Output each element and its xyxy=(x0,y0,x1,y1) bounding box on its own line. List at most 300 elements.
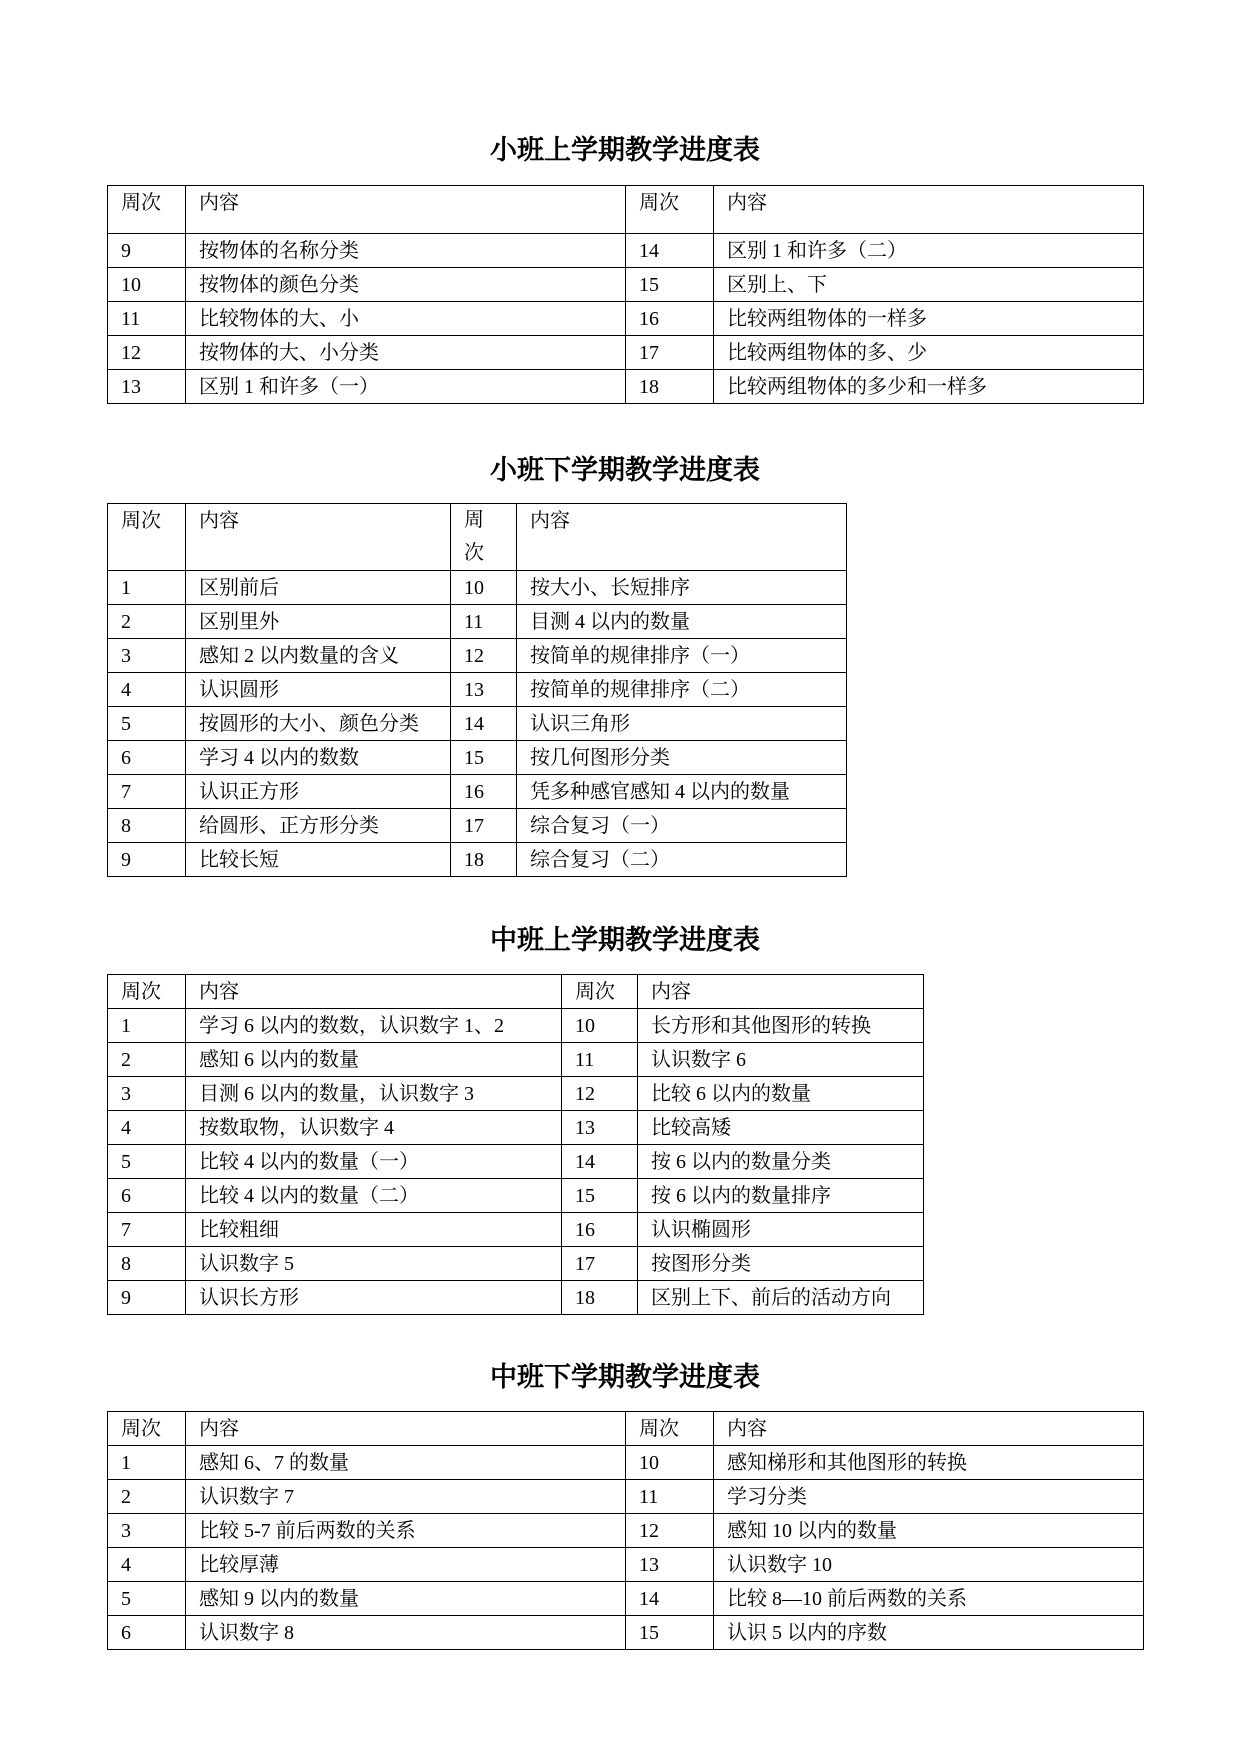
content-cell xyxy=(186,336,626,370)
cell-text: 综合复习（二） xyxy=(530,849,670,871)
cell-text: 按 6 以内的数量分类 xyxy=(651,1151,831,1173)
content-cell xyxy=(638,1043,924,1077)
cell-text: 15 xyxy=(464,747,484,769)
cell-text: 17 xyxy=(639,342,659,364)
header-label: 周次 xyxy=(121,1418,161,1440)
content-cell xyxy=(186,843,451,877)
cell-text: 17 xyxy=(575,1253,595,1275)
content-cell xyxy=(186,1043,562,1077)
cell-text: 2 xyxy=(121,1049,131,1071)
table-row xyxy=(108,1247,924,1281)
content-cell xyxy=(186,1247,562,1281)
content-cell xyxy=(517,809,847,843)
cell-text: 5 xyxy=(121,713,131,735)
cell-text: 凭多种感官感知 4 以内的数量 xyxy=(530,781,790,803)
cell-text: 目测 6 以内的数量，认识数字 3 xyxy=(199,1083,474,1105)
cell-text: 认识椭圆形 xyxy=(651,1219,751,1241)
content-cell xyxy=(186,1111,562,1145)
cell-text: 9 xyxy=(121,1287,131,1309)
cell-text: 比较两组物体的一样多 xyxy=(727,308,927,330)
cell-text: 2 xyxy=(121,1486,131,1508)
cell-text: 学习 4 以内的数数 xyxy=(199,747,359,769)
cell-text: 比较 5-7 前后两数的关系 xyxy=(199,1520,416,1542)
week-cell xyxy=(451,571,517,605)
week-cell xyxy=(108,707,186,741)
content-cell xyxy=(186,1179,562,1213)
cell-text: 10 xyxy=(121,274,141,296)
header-label: 周次 xyxy=(575,981,615,1003)
table-row xyxy=(108,370,1144,404)
cell-text: 按几何图形分类 xyxy=(530,747,670,769)
cell-text: 认识正方形 xyxy=(199,781,299,803)
content-cell xyxy=(186,1077,562,1111)
week-cell xyxy=(108,843,186,877)
cell-text: 按简单的规律排序（一） xyxy=(530,645,750,667)
header-label: 周次 xyxy=(121,192,161,214)
week-cell xyxy=(451,639,517,673)
content-cell xyxy=(638,1077,924,1111)
cell-text: 区别前后 xyxy=(199,577,279,599)
cell-text: 11 xyxy=(464,611,484,633)
cell-text: 4 xyxy=(121,1117,131,1139)
cell-text: 3 xyxy=(121,1520,131,1542)
table-row xyxy=(108,1616,1144,1650)
week-cell xyxy=(108,1446,186,1480)
header-label: 内容 xyxy=(199,510,239,532)
content-header xyxy=(186,186,626,234)
week-cell xyxy=(626,302,714,336)
content-cell xyxy=(186,673,451,707)
content-cell xyxy=(638,1247,924,1281)
table-row xyxy=(108,605,847,639)
table-row xyxy=(108,673,847,707)
content-cell xyxy=(638,1179,924,1213)
content-cell xyxy=(186,571,451,605)
content-cell xyxy=(714,336,1144,370)
content-cell xyxy=(714,370,1144,404)
week-cell xyxy=(626,234,714,268)
header-label: 周次 xyxy=(121,510,161,532)
week-cell xyxy=(626,1616,714,1650)
cell-text: 学习分类 xyxy=(727,1486,807,1508)
table-row xyxy=(108,1009,924,1043)
content-cell xyxy=(186,1446,626,1480)
table-row xyxy=(108,1446,1144,1480)
table-row xyxy=(108,1480,1144,1514)
cell-text: 认识数字 5 xyxy=(199,1253,294,1275)
week-cell xyxy=(562,1179,638,1213)
content-cell xyxy=(186,707,451,741)
content-cell xyxy=(714,1616,1144,1650)
table-title: 中班下学期教学进度表 xyxy=(490,1362,760,1392)
table-row xyxy=(108,1514,1144,1548)
week-cell xyxy=(108,1077,186,1111)
cell-text: 17 xyxy=(464,815,484,837)
week-cell xyxy=(626,1446,714,1480)
cell-text: 16 xyxy=(639,308,659,330)
table-row xyxy=(108,268,1144,302)
table-row xyxy=(108,1548,1144,1582)
header-label: 内容 xyxy=(727,192,767,214)
cell-text: 感知 6、7 的数量 xyxy=(199,1452,349,1474)
cell-text: 14 xyxy=(639,240,659,262)
table-row xyxy=(108,1179,924,1213)
table-row xyxy=(108,1043,924,1077)
cell-text: 认识数字 8 xyxy=(199,1622,294,1644)
week-cell xyxy=(108,1548,186,1582)
week-cell xyxy=(108,1179,186,1213)
cell-text: 16 xyxy=(464,781,484,803)
content-cell xyxy=(638,1213,924,1247)
cell-text: 比较 4 以内的数量（二） xyxy=(199,1185,419,1207)
cell-text: 12 xyxy=(639,1520,659,1542)
table-row xyxy=(108,234,1144,268)
cell-text: 5 xyxy=(121,1588,131,1610)
content-cell xyxy=(714,1446,1144,1480)
cell-text: 比较长短 xyxy=(199,849,279,871)
cell-text: 11 xyxy=(639,1486,659,1508)
header-label: 周次 xyxy=(121,981,161,1003)
week-cell xyxy=(108,639,186,673)
cell-text: 区别 1 和许多（一） xyxy=(199,376,379,398)
header-label: 内容 xyxy=(199,981,239,1003)
header-row xyxy=(108,504,847,571)
schedule-table xyxy=(107,503,847,877)
cell-text: 比较厚薄 xyxy=(199,1554,279,1576)
table-row xyxy=(108,707,847,741)
cell-text: 按 6 以内的数量排序 xyxy=(651,1185,831,1207)
header-label: 周次 xyxy=(639,192,679,214)
week-cell xyxy=(108,234,186,268)
table-row xyxy=(108,1281,924,1315)
header-row xyxy=(108,186,1144,234)
content-cell xyxy=(186,268,626,302)
week-header xyxy=(108,975,186,1009)
cell-text: 感知 9 以内的数量 xyxy=(199,1588,359,1610)
header-label: 内容 xyxy=(727,1418,767,1440)
table-row xyxy=(108,775,847,809)
content-header xyxy=(714,1412,1144,1446)
week-cell xyxy=(562,1009,638,1043)
cell-text: 比较 6 以内的数量 xyxy=(651,1083,811,1105)
content-cell xyxy=(186,370,626,404)
cell-text: 认识数字 6 xyxy=(651,1049,746,1071)
cell-text: 14 xyxy=(464,713,484,735)
table-row xyxy=(108,1582,1144,1616)
week-cell xyxy=(562,1145,638,1179)
week-cell xyxy=(626,370,714,404)
cell-text: 14 xyxy=(575,1151,595,1173)
week-cell xyxy=(626,336,714,370)
cell-text: 2 xyxy=(121,611,131,633)
cell-text: 按图形分类 xyxy=(651,1253,751,1275)
cell-text: 按物体的颜色分类 xyxy=(199,274,359,296)
cell-text: 6 xyxy=(121,1185,131,1207)
week-cell xyxy=(562,1213,638,1247)
week-cell xyxy=(108,1480,186,1514)
content-cell xyxy=(714,1480,1144,1514)
week-cell xyxy=(451,809,517,843)
week-cell xyxy=(451,707,517,741)
cell-text: 1 xyxy=(121,577,131,599)
week-cell xyxy=(108,605,186,639)
week-cell xyxy=(451,741,517,775)
table-row xyxy=(108,741,847,775)
cell-text: 13 xyxy=(121,376,141,398)
week-cell xyxy=(451,843,517,877)
week-cell xyxy=(108,370,186,404)
table-title: 小班上学期教学进度表 xyxy=(490,135,760,165)
cell-text: 区别里外 xyxy=(199,611,279,633)
content-cell xyxy=(186,1616,626,1650)
content-cell xyxy=(186,775,451,809)
cell-text: 11 xyxy=(121,308,141,330)
content-cell xyxy=(714,268,1144,302)
content-cell xyxy=(714,1582,1144,1616)
cell-text: 6 xyxy=(121,1622,131,1644)
content-cell xyxy=(186,1582,626,1616)
cell-text: 1 xyxy=(121,1015,131,1037)
week-cell xyxy=(108,1145,186,1179)
cell-text: 按物体的名称分类 xyxy=(199,240,359,262)
header-label: 内容 xyxy=(199,1418,239,1440)
content-cell xyxy=(638,1145,924,1179)
schedule-table xyxy=(107,974,924,1315)
content-cell xyxy=(517,571,847,605)
table-row xyxy=(108,302,1144,336)
content-cell xyxy=(714,1514,1144,1548)
week-cell xyxy=(108,1043,186,1077)
week-cell xyxy=(562,1247,638,1281)
cell-text: 7 xyxy=(121,1219,131,1241)
week-cell xyxy=(562,1077,638,1111)
cell-text: 比较 8—10 前后两数的关系 xyxy=(727,1588,967,1610)
content-cell xyxy=(517,605,847,639)
week-header xyxy=(108,1412,186,1446)
week-header xyxy=(562,975,638,1009)
table-title: 中班上学期教学进度表 xyxy=(490,925,760,955)
content-cell xyxy=(186,741,451,775)
cell-text: 3 xyxy=(121,645,131,667)
week-cell xyxy=(108,741,186,775)
cell-text: 15 xyxy=(575,1185,595,1207)
week-cell xyxy=(108,1213,186,1247)
table-row xyxy=(108,336,1144,370)
content-cell xyxy=(186,605,451,639)
week-cell xyxy=(108,1582,186,1616)
cell-text: 18 xyxy=(575,1287,595,1309)
cell-text: 认识数字 10 xyxy=(727,1554,832,1576)
cell-text: 15 xyxy=(639,1622,659,1644)
cell-text: 4 xyxy=(121,679,131,701)
content-header xyxy=(517,504,847,571)
content-cell xyxy=(186,1213,562,1247)
cell-text: 13 xyxy=(464,679,484,701)
header-label: 内容 xyxy=(199,192,239,214)
content-cell xyxy=(186,234,626,268)
cell-text: 14 xyxy=(639,1588,659,1610)
cell-text: 比较两组物体的多、少 xyxy=(727,342,927,364)
cell-text: 按物体的大、小分类 xyxy=(199,342,379,364)
cell-text: 感知 10 以内的数量 xyxy=(727,1520,897,1542)
header-row xyxy=(108,1412,1144,1446)
week-header xyxy=(108,504,186,571)
cell-text: 9 xyxy=(121,240,131,262)
cell-text: 18 xyxy=(464,849,484,871)
table-title: 小班下学期教学进度表 xyxy=(490,455,760,485)
cell-text: 13 xyxy=(575,1117,595,1139)
cell-text: 给圆形、正方形分类 xyxy=(199,815,379,837)
content-cell xyxy=(714,234,1144,268)
content-cell xyxy=(517,639,847,673)
cell-text: 比较物体的大、小 xyxy=(199,308,359,330)
content-cell xyxy=(517,673,847,707)
header-row xyxy=(108,975,924,1009)
table-row xyxy=(108,1077,924,1111)
cell-text: 6 xyxy=(121,747,131,769)
cell-text: 8 xyxy=(121,1253,131,1275)
cell-text: 16 xyxy=(575,1219,595,1241)
week-cell xyxy=(108,1009,186,1043)
table-row xyxy=(108,1213,924,1247)
cell-text: 11 xyxy=(575,1049,595,1071)
week-cell xyxy=(451,605,517,639)
week-cell xyxy=(108,1281,186,1315)
cell-text: 长方形和其他图形的转换 xyxy=(651,1015,871,1037)
cell-text: 7 xyxy=(121,781,131,803)
cell-text: 5 xyxy=(121,1151,131,1173)
cell-text: 13 xyxy=(639,1554,659,1576)
cell-text: 认识圆形 xyxy=(199,679,279,701)
week-cell xyxy=(108,673,186,707)
header-label: 内容 xyxy=(530,510,570,532)
schedule-table xyxy=(107,185,1144,404)
cell-text: 比较高矮 xyxy=(651,1117,731,1139)
cell-text: 感知 6 以内的数量 xyxy=(199,1049,359,1071)
cell-text: 按简单的规律排序（二） xyxy=(530,679,750,701)
content-cell xyxy=(186,1281,562,1315)
cell-text: 10 xyxy=(639,1452,659,1474)
cell-text: 12 xyxy=(464,645,484,667)
week-cell xyxy=(562,1043,638,1077)
cell-text: 综合复习（一） xyxy=(530,815,670,837)
cell-text: 比较粗细 xyxy=(199,1219,279,1241)
table-row xyxy=(108,843,847,877)
content-cell xyxy=(186,1514,626,1548)
week-cell xyxy=(108,809,186,843)
cell-text: 认识长方形 xyxy=(199,1287,299,1309)
cell-text: 按大小、长短排序 xyxy=(530,577,690,599)
header-label: 周次 xyxy=(639,1418,679,1440)
week-cell xyxy=(108,302,186,336)
week-cell xyxy=(626,268,714,302)
week-cell xyxy=(108,775,186,809)
table-row xyxy=(108,571,847,605)
table-row xyxy=(108,1111,924,1145)
header-label: 周次 xyxy=(464,509,484,564)
cell-text: 12 xyxy=(121,342,141,364)
week-cell xyxy=(626,1582,714,1616)
content-cell xyxy=(714,302,1144,336)
week-header xyxy=(626,186,714,234)
cell-text: 认识 5 以内的序数 xyxy=(727,1622,887,1644)
content-cell xyxy=(517,741,847,775)
week-header xyxy=(626,1412,714,1446)
week-header xyxy=(108,186,186,234)
week-cell xyxy=(108,1514,186,1548)
table-row xyxy=(108,809,847,843)
cell-text: 4 xyxy=(121,1554,131,1576)
header-label: 内容 xyxy=(651,981,691,1003)
content-cell xyxy=(186,302,626,336)
week-cell xyxy=(451,775,517,809)
content-cell xyxy=(186,1009,562,1043)
content-cell xyxy=(714,1548,1144,1582)
content-header xyxy=(714,186,1144,234)
week-cell xyxy=(626,1480,714,1514)
week-cell xyxy=(451,673,517,707)
cell-text: 18 xyxy=(639,376,659,398)
cell-text: 目测 4 以内的数量 xyxy=(530,611,690,633)
week-cell xyxy=(108,1247,186,1281)
week-cell xyxy=(108,268,186,302)
content-cell xyxy=(517,775,847,809)
cell-text: 10 xyxy=(464,577,484,599)
content-header xyxy=(186,504,451,571)
cell-text: 感知 2 以内数量的含义 xyxy=(199,645,399,667)
cell-text: 8 xyxy=(121,815,131,837)
content-header xyxy=(186,975,562,1009)
schedule-table xyxy=(107,1411,1144,1650)
week-cell xyxy=(108,1616,186,1650)
cell-text: 区别 1 和许多（二） xyxy=(727,240,907,262)
week-header xyxy=(451,504,517,571)
week-cell xyxy=(108,336,186,370)
week-cell xyxy=(562,1111,638,1145)
cell-text: 区别上下、前后的活动方向 xyxy=(651,1287,891,1309)
content-cell xyxy=(638,1009,924,1043)
cell-text: 9 xyxy=(121,849,131,871)
content-header xyxy=(186,1412,626,1446)
week-cell xyxy=(626,1514,714,1548)
table-row xyxy=(108,1145,924,1179)
cell-text: 区别上、下 xyxy=(727,274,827,296)
cell-text: 1 xyxy=(121,1452,131,1474)
cell-text: 按圆形的大小、颜色分类 xyxy=(199,713,419,735)
content-cell xyxy=(186,1480,626,1514)
cell-text: 认识三角形 xyxy=(530,713,630,735)
content-cell xyxy=(638,1111,924,1145)
content-cell xyxy=(186,809,451,843)
cell-text: 3 xyxy=(121,1083,131,1105)
week-cell xyxy=(562,1281,638,1315)
cell-text: 感知梯形和其他图形的转换 xyxy=(727,1452,967,1474)
cell-text: 15 xyxy=(639,274,659,296)
content-cell xyxy=(186,1548,626,1582)
content-cell xyxy=(186,1145,562,1179)
cell-text: 10 xyxy=(575,1015,595,1037)
week-cell xyxy=(108,1111,186,1145)
cell-text: 12 xyxy=(575,1083,595,1105)
cell-text: 比较两组物体的多少和一样多 xyxy=(727,376,987,398)
week-cell xyxy=(108,571,186,605)
content-cell xyxy=(517,707,847,741)
cell-text: 按数取物，认识数字 4 xyxy=(199,1117,394,1139)
cell-text: 比较 4 以内的数量（一） xyxy=(199,1151,419,1173)
content-header xyxy=(638,975,924,1009)
cell-text: 学习 6 以内的数数，认识数字 1、2 xyxy=(199,1015,504,1037)
week-cell xyxy=(626,1548,714,1582)
